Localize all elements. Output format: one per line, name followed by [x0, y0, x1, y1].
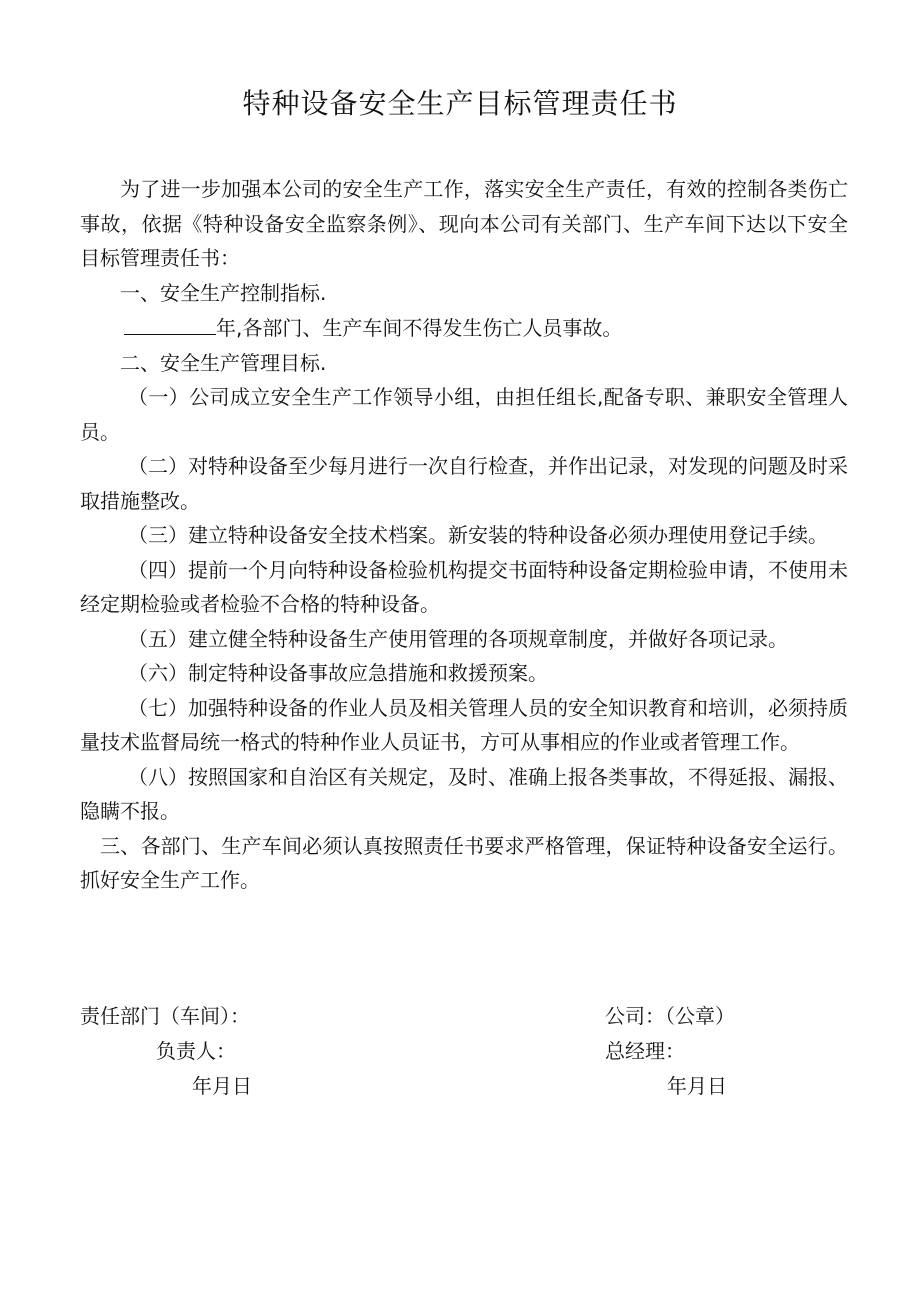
responsible-person-label: 负责人：: [156, 1039, 236, 1063]
goal-item-2: （二）对特种设备至少每月进行一次自行检查，并作出记录，对发现的问题及时采取措施整改。: [80, 454, 848, 513]
intro-paragraph: 为了进一步加强本公司的安全生产工作，落实安全生产责任，有效的控制各类伤亡事故，依据《特种设备安全监察条例》、现向本公司有关部门、生产车间下达以下安全目标管理责任书：: [80, 177, 848, 270]
goal-item-7: （七）加强特种设备的作业人员及相关管理人员的安全知识教育和培训，必须持质量技术监督局统一格式的特种作业人员证书，方可从事相应的作业或者管理工作。: [80, 695, 848, 754]
goal-item-1: （一）公司成立安全生产工作领导小组，由担任组长,配备专职、兼职安全管理人员。: [80, 385, 848, 444]
document-title: 特种设备安全生产目标管理责任书: [242, 87, 678, 120]
right-date-label: 年月日: [667, 1074, 727, 1098]
goal-item-3: （三）建立特种设备安全技术档案。新安装的特种设备必须办理使用登记手续。: [128, 523, 828, 547]
blank-line: [124, 310, 216, 335]
section2-heading: 二、安全生产管理目标.: [120, 350, 327, 375]
goal-item-4: （四）提前一个月向特种设备检验机构提交书面特种设备定期检验申请，不使用未经定期检验或者检验不合格的特种设备。: [80, 557, 848, 616]
goal-item-5: （五）建立健全特种设备生产使用管理的各项规章制度，并做好各项记录。: [128, 626, 788, 651]
section1-item-text: 年,各部门、生产车间不得发生伤亡人员事故。: [216, 316, 623, 340]
goal-item-8: （八）按照国家和自治区有关规定，及时、准确上报各类事故，不得延报、漏报、隐瞒不报。: [80, 764, 848, 823]
document-body: [80, 172, 848, 898]
section3-paragraph: 三、各部门、生产车间必须认真按照责任书要求严格管理，保证特种设备安全运行。抓好安全生产工作。: [80, 833, 848, 892]
section1-heading: 一、安全生产控制指标.: [120, 280, 327, 305]
goal-item-6: （六）制定特种设备事故应急措施和救援预案。: [128, 661, 548, 685]
responsible-dept-label: 责任部门（车间）：: [80, 1004, 250, 1028]
section1-item: [80, 310, 848, 346]
company-seal-label: 公司：（公章）: [605, 1004, 735, 1028]
left-date-label: 年月日: [192, 1074, 252, 1098]
general-manager-label: 总经理：: [605, 1039, 685, 1063]
